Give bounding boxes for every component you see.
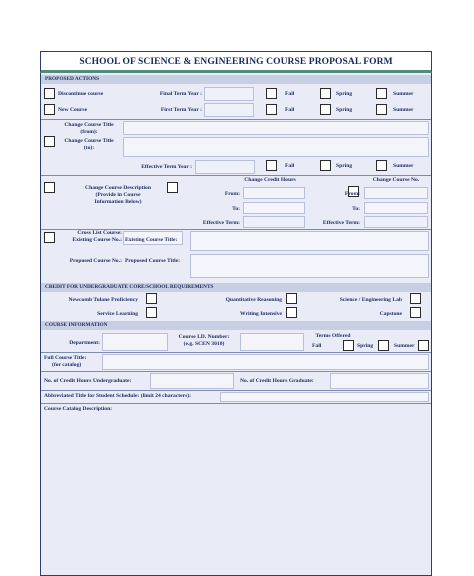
- effective-spring-label: Spring: [336, 163, 353, 169]
- capstone-checkbox[interactable]: [410, 307, 421, 318]
- existing-course-no-label: Existing Course No.:: [72, 237, 122, 243]
- course-title-from-field[interactable]: [123, 121, 429, 135]
- level-from-label: From:: [344, 191, 360, 197]
- proposed-course-title-label: Proposed Course Title:: [125, 258, 181, 264]
- change-description-label: Change Course Description: [85, 185, 151, 191]
- credit-to-field[interactable]: [243, 202, 305, 214]
- credit-from-label: From:: [224, 191, 240, 197]
- divider: [41, 175, 431, 176]
- effective-spring-checkbox[interactable]: [320, 160, 331, 171]
- divider: [41, 371, 431, 372]
- quantitative-reasoning-label: Quantitative Reasoning: [225, 297, 282, 303]
- credit-hours-grad-label: No. of Credit Hours Graduate:: [240, 378, 314, 384]
- divider: [41, 119, 431, 120]
- course-id-field[interactable]: [240, 333, 304, 351]
- discontinue-course-checkbox[interactable]: [44, 88, 55, 99]
- final-spring-checkbox[interactable]: [320, 88, 331, 99]
- final-summer-checkbox[interactable]: [376, 88, 387, 99]
- effective-summer-label: Summer: [393, 163, 414, 169]
- form-title: SCHOOL OF SCIENCE & ENGINEERING COURSE PROPOSAL FORM: [40, 51, 432, 73]
- level-effective-label: Effective Term:: [322, 220, 360, 226]
- divider: [41, 352, 431, 353]
- change-title-to-label: Change Course Title: [64, 138, 114, 144]
- cross-list-label: Cross List Course:: [77, 230, 122, 236]
- first-spring-checkbox[interactable]: [320, 104, 331, 115]
- terms-fall-checkbox[interactable]: [343, 340, 354, 351]
- change-credit-hours-label: Change Credit Hours: [244, 177, 296, 183]
- final-spring-label: Spring: [336, 91, 353, 97]
- change-description-checkbox[interactable]: [44, 182, 55, 193]
- final-term-year-label: Final Term Year :: [159, 91, 202, 97]
- final-term-year-field[interactable]: [204, 87, 254, 101]
- terms-summer-checkbox[interactable]: [418, 340, 429, 351]
- proposed-course-no-label: Proposed Course No.:: [69, 258, 122, 264]
- department-label: Department:: [69, 340, 100, 346]
- credit-hours-grad-field[interactable]: [330, 373, 429, 389]
- department-field[interactable]: [102, 333, 168, 351]
- full-course-title-label: Full Course Title:: [44, 355, 87, 361]
- writing-intensive-label: Writing Intensive: [239, 311, 282, 317]
- science-lab-checkbox[interactable]: [410, 293, 421, 304]
- to-label: (to):: [83, 145, 95, 151]
- final-fall-checkbox[interactable]: [266, 88, 277, 99]
- course-id-example: (e.g. SCEN 3010): [183, 341, 225, 347]
- credit-to-label: To:: [232, 206, 240, 212]
- section-header-proposed-actions: PROPOSED ACTIONS: [41, 75, 431, 84]
- level-from-field[interactable]: [364, 187, 428, 199]
- level-effective-field[interactable]: [364, 216, 428, 228]
- course-title-to-field[interactable]: [123, 137, 429, 157]
- final-summer-label: Summer: [393, 91, 414, 97]
- terms-summer-label: Summer: [394, 343, 415, 349]
- discontinue-course-label: Discontinue course: [58, 91, 104, 97]
- change-description-note-2: Information Below): [94, 199, 142, 205]
- abbreviated-title-field[interactable]: [220, 392, 429, 402]
- proposed-course-title-field[interactable]: [190, 254, 429, 278]
- existing-course-title-label: Existing Course Title:: [125, 237, 178, 243]
- quantitative-reasoning-checkbox[interactable]: [286, 293, 297, 304]
- terms-spring-checkbox[interactable]: [378, 340, 389, 351]
- effective-summer-checkbox[interactable]: [376, 160, 387, 171]
- credit-from-field[interactable]: [243, 187, 305, 199]
- full-course-title-field[interactable]: [102, 354, 429, 370]
- catalog-description-label: Course Catalog Description:: [44, 406, 113, 412]
- course-id-label: Course I.D. Number:: [178, 334, 230, 340]
- change-course-no-label: Change Course No.: [372, 177, 420, 183]
- newcomb-proficiency-checkbox[interactable]: [146, 293, 157, 304]
- new-course-checkbox[interactable]: [44, 104, 55, 115]
- newcomb-proficiency-label: Newcomb Tulane Proficiency: [68, 297, 138, 303]
- first-fall-label: Fall: [285, 107, 295, 113]
- effective-fall-label: Fall: [285, 163, 295, 169]
- credit-effective-label: Effective Term:: [202, 220, 240, 226]
- effective-term-year-label: Effective Term Year :: [141, 164, 192, 170]
- change-course-title-checkbox[interactable]: [44, 136, 55, 147]
- existing-course-title-field[interactable]: [190, 231, 429, 251]
- first-summer-checkbox[interactable]: [376, 104, 387, 115]
- terms-spring-label: Spring: [357, 343, 374, 349]
- credit-hours-undergrad-field[interactable]: [150, 373, 234, 389]
- first-spring-label: Spring: [336, 107, 353, 113]
- service-learning-checkbox[interactable]: [146, 307, 157, 318]
- new-course-label: New Course: [58, 107, 88, 113]
- change-description-note-1: (Provide in Course: [95, 192, 141, 198]
- from-label: (from):: [80, 129, 98, 135]
- writing-intensive-checkbox[interactable]: [286, 307, 297, 318]
- change-title-from-label: Change Course Title: [64, 122, 114, 128]
- first-term-year-label: First Term Year :: [160, 107, 202, 113]
- first-summer-label: Summer: [393, 107, 414, 113]
- terms-offered-label: Terms Offered: [315, 333, 351, 339]
- science-lab-label: Science / Engineering Lab: [339, 297, 402, 303]
- credit-effective-field[interactable]: [243, 216, 305, 228]
- divider: [41, 403, 431, 404]
- capstone-label: Capstone: [379, 311, 402, 317]
- credit-hours-undergrad-label: No. of Credit Hours Undergraduate:: [44, 378, 132, 384]
- first-term-year-field[interactable]: [204, 103, 254, 117]
- level-to-label: To:: [352, 206, 360, 212]
- terms-fall-label: Fall: [312, 343, 322, 349]
- effective-fall-checkbox[interactable]: [266, 160, 277, 171]
- full-course-title-note: (for catalog): [52, 362, 82, 368]
- divider: [41, 390, 431, 391]
- section-header-course-information: COURSE INFORMATION: [41, 321, 431, 330]
- first-fall-checkbox[interactable]: [266, 104, 277, 115]
- catalog-description-field[interactable]: [42, 414, 430, 574]
- final-fall-label: Fall: [285, 91, 295, 97]
- service-learning-label: Service Learning: [97, 311, 138, 317]
- abbreviated-title-label: Abbreviated Title for Student Schedule: (limit 24 characters):: [44, 393, 192, 399]
- level-to-field[interactable]: [364, 202, 428, 214]
- cross-list-checkbox[interactable]: [44, 232, 55, 243]
- effective-term-year-field[interactable]: [195, 160, 255, 174]
- change-credit-checkbox[interactable]: [167, 182, 178, 193]
- section-header-credit-requirements: CREDIT FOR UNDERGRADUATE CORE/SCHOOL REQUIREMENTS: [41, 283, 431, 292]
